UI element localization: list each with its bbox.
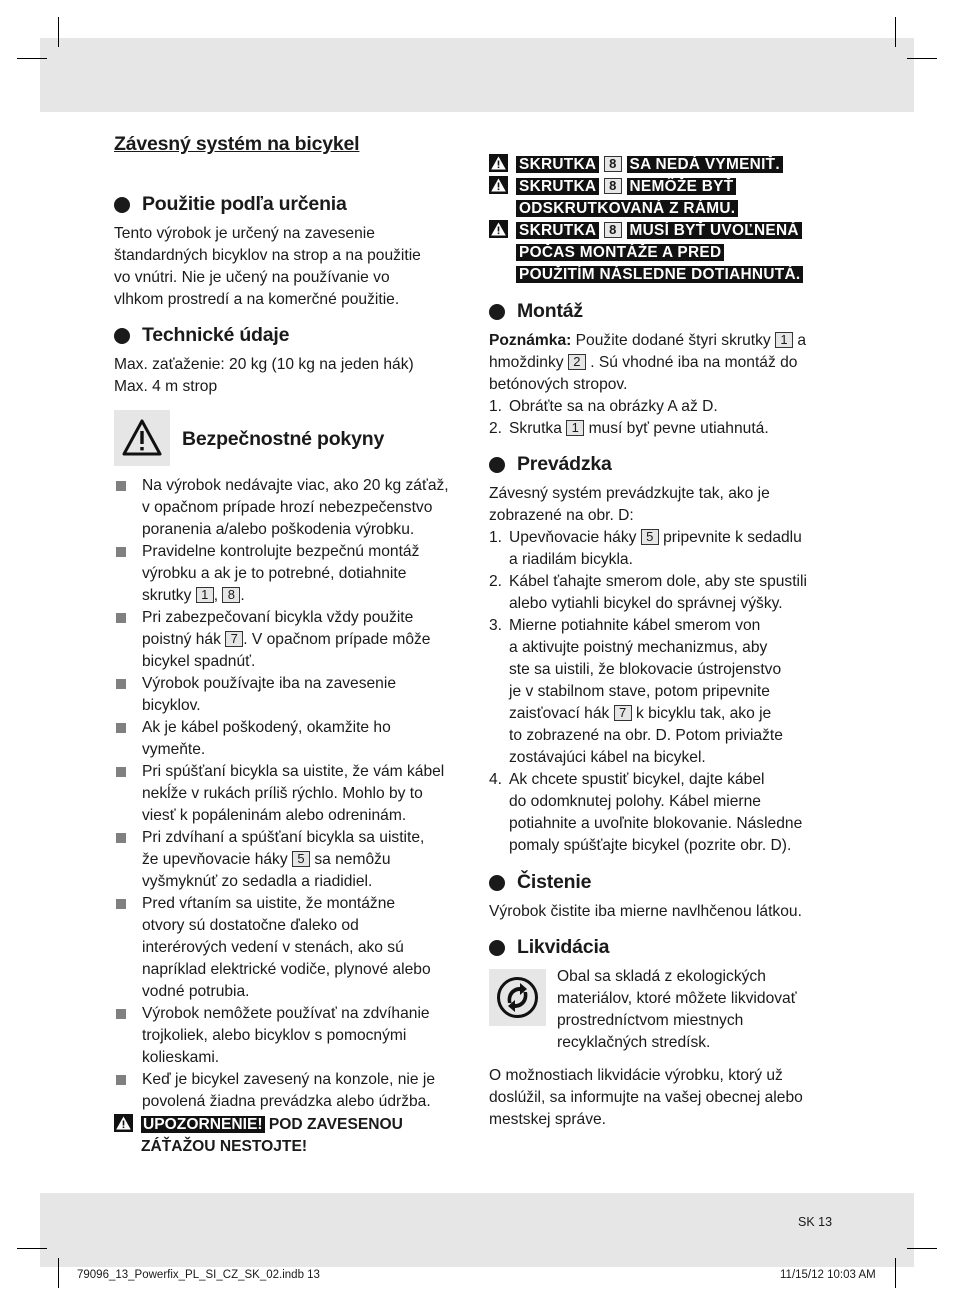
mount-steps [489, 396, 839, 440]
part-number-box: 1 [196, 587, 214, 603]
warning-highlight: POUŽITÍM NÁSLEDNE DOTIAHNUTÁ. [516, 266, 803, 283]
screw-warning [489, 176, 839, 220]
part-number-box: 8 [222, 587, 240, 603]
text-line: doslúžil, sa informujte na vašej obecnej alebo [489, 1089, 803, 1106]
text-line: viesť k popáleninám alebo odreninám. [142, 807, 407, 824]
text-line: Na výrobok nedávajte viac, ako 20 kg záťaž, [142, 477, 449, 494]
heading-text: Montáž [517, 300, 583, 322]
text-line: alebo vytiahli bicykel do správnej výšky. [509, 595, 783, 612]
text-fragment: Skrutka [509, 420, 562, 437]
text-line: to zobrazené na obr. D. Potom priviažte [509, 727, 783, 744]
text-line: do odomknutej polohy. Kábel mierne [509, 793, 761, 810]
text-line: Pri zdvíhaní a spúšťaní bicykla sa uistite, [142, 829, 425, 846]
list-item [489, 527, 839, 571]
step-number: 1. [489, 529, 503, 546]
text-line: Pri zabezpečovaní bicykla vždy použite [142, 609, 414, 626]
disposal-paragraph [489, 1065, 839, 1131]
text-line: bicyklov. [142, 697, 201, 714]
text-line: Obal sa skladá z ekologických [557, 968, 766, 985]
crop-mark [58, 17, 59, 47]
warning-highlight: SKRUTKA [516, 222, 599, 239]
text-line: je v stabilnom stave, potom pripevnite [509, 683, 770, 700]
list-item [114, 1003, 474, 1069]
round-bullet-icon [489, 304, 505, 320]
square-bullet-icon [116, 613, 126, 623]
text-fragment: hmoždinky [489, 354, 564, 371]
square-bullet-icon [116, 723, 126, 733]
square-bullet-icon [116, 833, 126, 843]
round-bullet-icon [489, 457, 505, 473]
list-item [114, 893, 474, 1003]
list-item [489, 418, 839, 440]
list-item [114, 607, 474, 673]
text-line: betónových stropov. [489, 376, 628, 393]
text-line: trojkoliek, alebo bicyklov s pomocnými [142, 1027, 407, 1044]
text-line: vodné potrubia. [142, 983, 250, 1000]
text-fragment: sa nemôžu [314, 851, 391, 868]
text-fragment: k bicyklu tak, ako je [636, 705, 772, 722]
round-bullet-icon [489, 875, 505, 891]
part-number-box: 1 [775, 332, 793, 348]
step-number: 3. [489, 617, 503, 634]
hanging-load-warning [114, 1114, 474, 1158]
text-line: recyklačných stredísk. [557, 1034, 711, 1051]
text-line: kolieskami. [142, 1049, 220, 1066]
warning-highlight: SA NEDÁ VYMENIŤ. [627, 156, 783, 173]
text-fragment: skrutky [142, 587, 192, 604]
part-number-box: 5 [641, 529, 659, 545]
warning-highlight: POČAS MONTÁŽE A PRED [516, 244, 724, 261]
square-bullet-icon [116, 481, 126, 491]
text-fragment: . V opačnom prípade môže [243, 631, 431, 648]
text-line: vyšmyknúť zo sedadla a riadidiel. [142, 873, 373, 890]
screw-warning [489, 220, 839, 286]
warning-triangle-icon [489, 220, 508, 238]
list-item [114, 673, 474, 717]
text-line: bicykel spadnúť. [142, 653, 256, 670]
text-line: Mierne potiahnite kábel smerom von [509, 617, 761, 634]
heading-text: Prevádzka [517, 453, 612, 475]
text-line: ste sa uistili, že blokovacie ústrojenstvo [509, 661, 782, 678]
square-bullet-icon [116, 679, 126, 689]
step-number: 2. [489, 573, 503, 590]
warning-triangle-icon [489, 154, 508, 172]
text-fragment: že upevňovacie háky [142, 851, 288, 868]
warning-highlight: UPOZORNENIE! [143, 1116, 263, 1133]
text-line: štandardných bicyklov na strop a na použitie [114, 247, 421, 264]
mount-note [489, 330, 839, 396]
text-line: Pri spúšťaní bicykla sa uistite, že vám kábel [142, 763, 445, 780]
step-number: 4. [489, 771, 503, 788]
text-line: v opačnom prípade hrozí nebezpečenstvo [142, 499, 433, 516]
screw-warning [489, 154, 839, 176]
part-number-box: 7 [225, 631, 243, 647]
warning-highlight: MUSÍ BYŤ UVOĽNENÁ [627, 222, 802, 239]
round-bullet-icon [114, 328, 130, 344]
text-line [142, 849, 474, 871]
print-slug-date: 11/15/12 10:03 AM [780, 1269, 876, 1281]
text-line [489, 352, 839, 374]
round-bullet-icon [489, 940, 505, 956]
text-line: Max. 4 m strop [114, 378, 218, 395]
text-line: Ak je kábel poškodený, okamžite ho [142, 719, 391, 736]
text-line: Závesný systém prevádzkujte tak, ako je [489, 485, 770, 502]
text-line: Výrobok používajte iba na zavesenie [142, 675, 396, 692]
text-line: Max. zaťaženie: 20 kg (10 kg na jeden hák) [114, 356, 414, 373]
warning-triangle-icon [489, 176, 508, 194]
text-line: pomaly spúšťajte bicykel (pozrite obr. D). [509, 837, 792, 854]
warning-highlight: ODSKRUTKOVANÁ Z RÁMU. [516, 200, 738, 217]
text-line: prostredníctvom miestnych [557, 1012, 744, 1029]
warning-highlight: NEMÔŽE BYŤ [627, 178, 737, 195]
list-item [114, 475, 474, 541]
text-line: vo vnútri. Nie je učený na používanie vo [114, 269, 390, 286]
text-fragment: musí byť pevne utiahnutá. [588, 420, 769, 437]
warning-text: ZÁŤAŽOU NESTOJTE! [141, 1138, 308, 1155]
top-print-band [40, 38, 914, 112]
part-number-box: 8 [604, 178, 622, 194]
list-item [489, 769, 839, 857]
operation-steps [489, 527, 839, 857]
text-line [509, 527, 839, 549]
text-line [489, 330, 839, 352]
square-bullet-icon [116, 899, 126, 909]
text-line [509, 703, 839, 725]
list-item [114, 761, 474, 827]
text-line: Tento výrobok je určený na zavesenie [114, 225, 375, 242]
cleaning-text: Výrobok čistite iba mierne navlhčenou látkou. [489, 903, 802, 920]
part-number-box: 5 [292, 851, 310, 867]
disposal-box-text [557, 966, 842, 1054]
page-title: Závesný systém na bicykel [114, 133, 360, 155]
list-item [489, 571, 839, 615]
recycle-block [489, 969, 546, 1026]
part-number-box: 8 [604, 222, 622, 238]
crop-mark [17, 58, 47, 59]
crop-mark [58, 1258, 59, 1288]
list-item [489, 615, 839, 769]
usage-paragraph [114, 223, 474, 311]
safety-list [114, 475, 474, 1113]
screw-warnings [489, 154, 839, 286]
text-fragment: Upevňovacie háky [509, 529, 637, 546]
warning-highlight: SKRUTKA [516, 156, 599, 173]
crop-mark [907, 1248, 937, 1249]
text-line: povolená žiadna prevádzka alebo údržba. [142, 1093, 431, 1110]
text-line: a riadilám bicykla. [509, 551, 633, 568]
text-line: Kábel ťahajte smerom dole, aby ste spustili [509, 573, 807, 590]
text-line: potiahnite a uvoľnite blokovanie. Následne [509, 815, 803, 832]
crop-mark [17, 1248, 47, 1249]
list-item [114, 717, 474, 761]
text-fragment: . Sú vhodné iba na montáž do [590, 354, 798, 371]
text-line: materiálov, ktoré môžete likvidovať [557, 990, 797, 1007]
crop-mark [907, 58, 937, 59]
text-fragment: zaisťovací hák [509, 705, 610, 722]
text-line: Pred vŕtaním sa uistite, že montážne [142, 895, 396, 912]
note-label: Poznámka: [489, 332, 572, 349]
text-line: otvory sú dostatočne ďaleko od [142, 917, 359, 934]
heading-text: Použitie podľa určenia [142, 193, 347, 215]
part-number-box: 1 [566, 420, 584, 436]
square-bullet-icon [116, 547, 126, 557]
warning-triangle-icon [122, 418, 162, 458]
heading-text: Likvidácia [517, 936, 610, 958]
text-line: mestskej správe. [489, 1111, 606, 1128]
text-line: Keď je bicykel zavesený na konzole, nie je [142, 1071, 436, 1088]
square-bullet-icon [116, 1075, 126, 1085]
section-heading-cleaning [489, 871, 591, 894]
text-line: napríklad elektrické vodiče, plynové alebo [142, 961, 431, 978]
section-heading-disposal [489, 936, 609, 959]
print-slug-file: 79096_13_Powerfix_PL_SI_CZ_SK_02.indb 13 [77, 1269, 320, 1281]
step-number: 1. [489, 398, 503, 415]
text-line: Výrobok nemôžete používať na zdvíhanie [142, 1005, 430, 1022]
text-line: výrobku a ak je to potrebné, dotiahnite [142, 565, 407, 582]
text-line: a aktivujte poistný mechanizmus, aby [509, 639, 768, 656]
section-heading-usage [114, 193, 347, 216]
section-heading-tech [114, 324, 289, 347]
heading-text: Bezpečnostné pokyny [182, 428, 385, 450]
text-line: poranenia a/alebo poškodenia výrobku. [142, 521, 415, 538]
text-line: vymeňte. [142, 741, 206, 758]
square-bullet-icon [116, 767, 126, 777]
green-dot-recycle-icon [496, 976, 539, 1019]
warning-text: POD ZAVESENOU [264, 1116, 403, 1133]
warning-highlight: SKRUTKA [516, 178, 599, 195]
text-fragment: pripevnite k sedadlu [663, 529, 802, 546]
section-heading-mount [489, 300, 583, 323]
step-number: 2. [489, 420, 503, 437]
text-fragment: a [797, 332, 807, 349]
text-line: nekĺže v rukách príliš rýchlo. Mohlo by to [142, 785, 423, 802]
text-line: zostávajúci kábel na bicykel. [509, 749, 706, 766]
heading-text: Čistenie [517, 871, 592, 893]
text-line: interérových vedení v stenách, ako sú [142, 939, 404, 956]
text-line [142, 629, 474, 651]
text-line: Pravidelne kontrolujte bezpečnú montáž [142, 543, 420, 560]
part-number-box: 8 [604, 156, 622, 172]
heading-text: Technické údaje [142, 324, 290, 346]
part-number-box: 7 [614, 705, 632, 721]
section-heading-operation [489, 453, 612, 476]
text-line: O možnostiach likvidácie výrobku, ktorý už [489, 1067, 783, 1084]
bottom-print-band [40, 1193, 914, 1267]
list-item [114, 1069, 474, 1113]
warning-triangle-icon [114, 1114, 133, 1132]
operation-intro [489, 483, 839, 527]
crop-mark [895, 17, 896, 47]
list-item [114, 827, 474, 893]
text-line: zobrazené na obr. D: [489, 507, 634, 524]
square-bullet-icon [116, 1009, 126, 1019]
part-number-box: 2 [568, 354, 586, 370]
tech-paragraph [114, 354, 474, 398]
text-line: vlhkom prostredí a na komerčné použitie. [114, 291, 400, 308]
crop-mark [895, 1258, 896, 1288]
page-number: SK 13 [798, 1215, 833, 1229]
text-fragment: Použite dodané štyri skrutky [571, 332, 771, 349]
safety-warning-block [114, 410, 170, 466]
text-fragment: Obráťte sa na obrázky A až D. [509, 398, 718, 415]
text-fragment: , [213, 587, 219, 604]
text-line: Ak chcete spustiť bicykel, dajte kábel [509, 771, 765, 788]
text-fragment: . [240, 587, 245, 604]
text-fragment: poistný hák [142, 631, 221, 648]
section-heading-safety [182, 428, 384, 451]
round-bullet-icon [114, 197, 130, 213]
list-item [489, 396, 839, 418]
text-line [142, 585, 474, 607]
list-item [114, 541, 474, 607]
